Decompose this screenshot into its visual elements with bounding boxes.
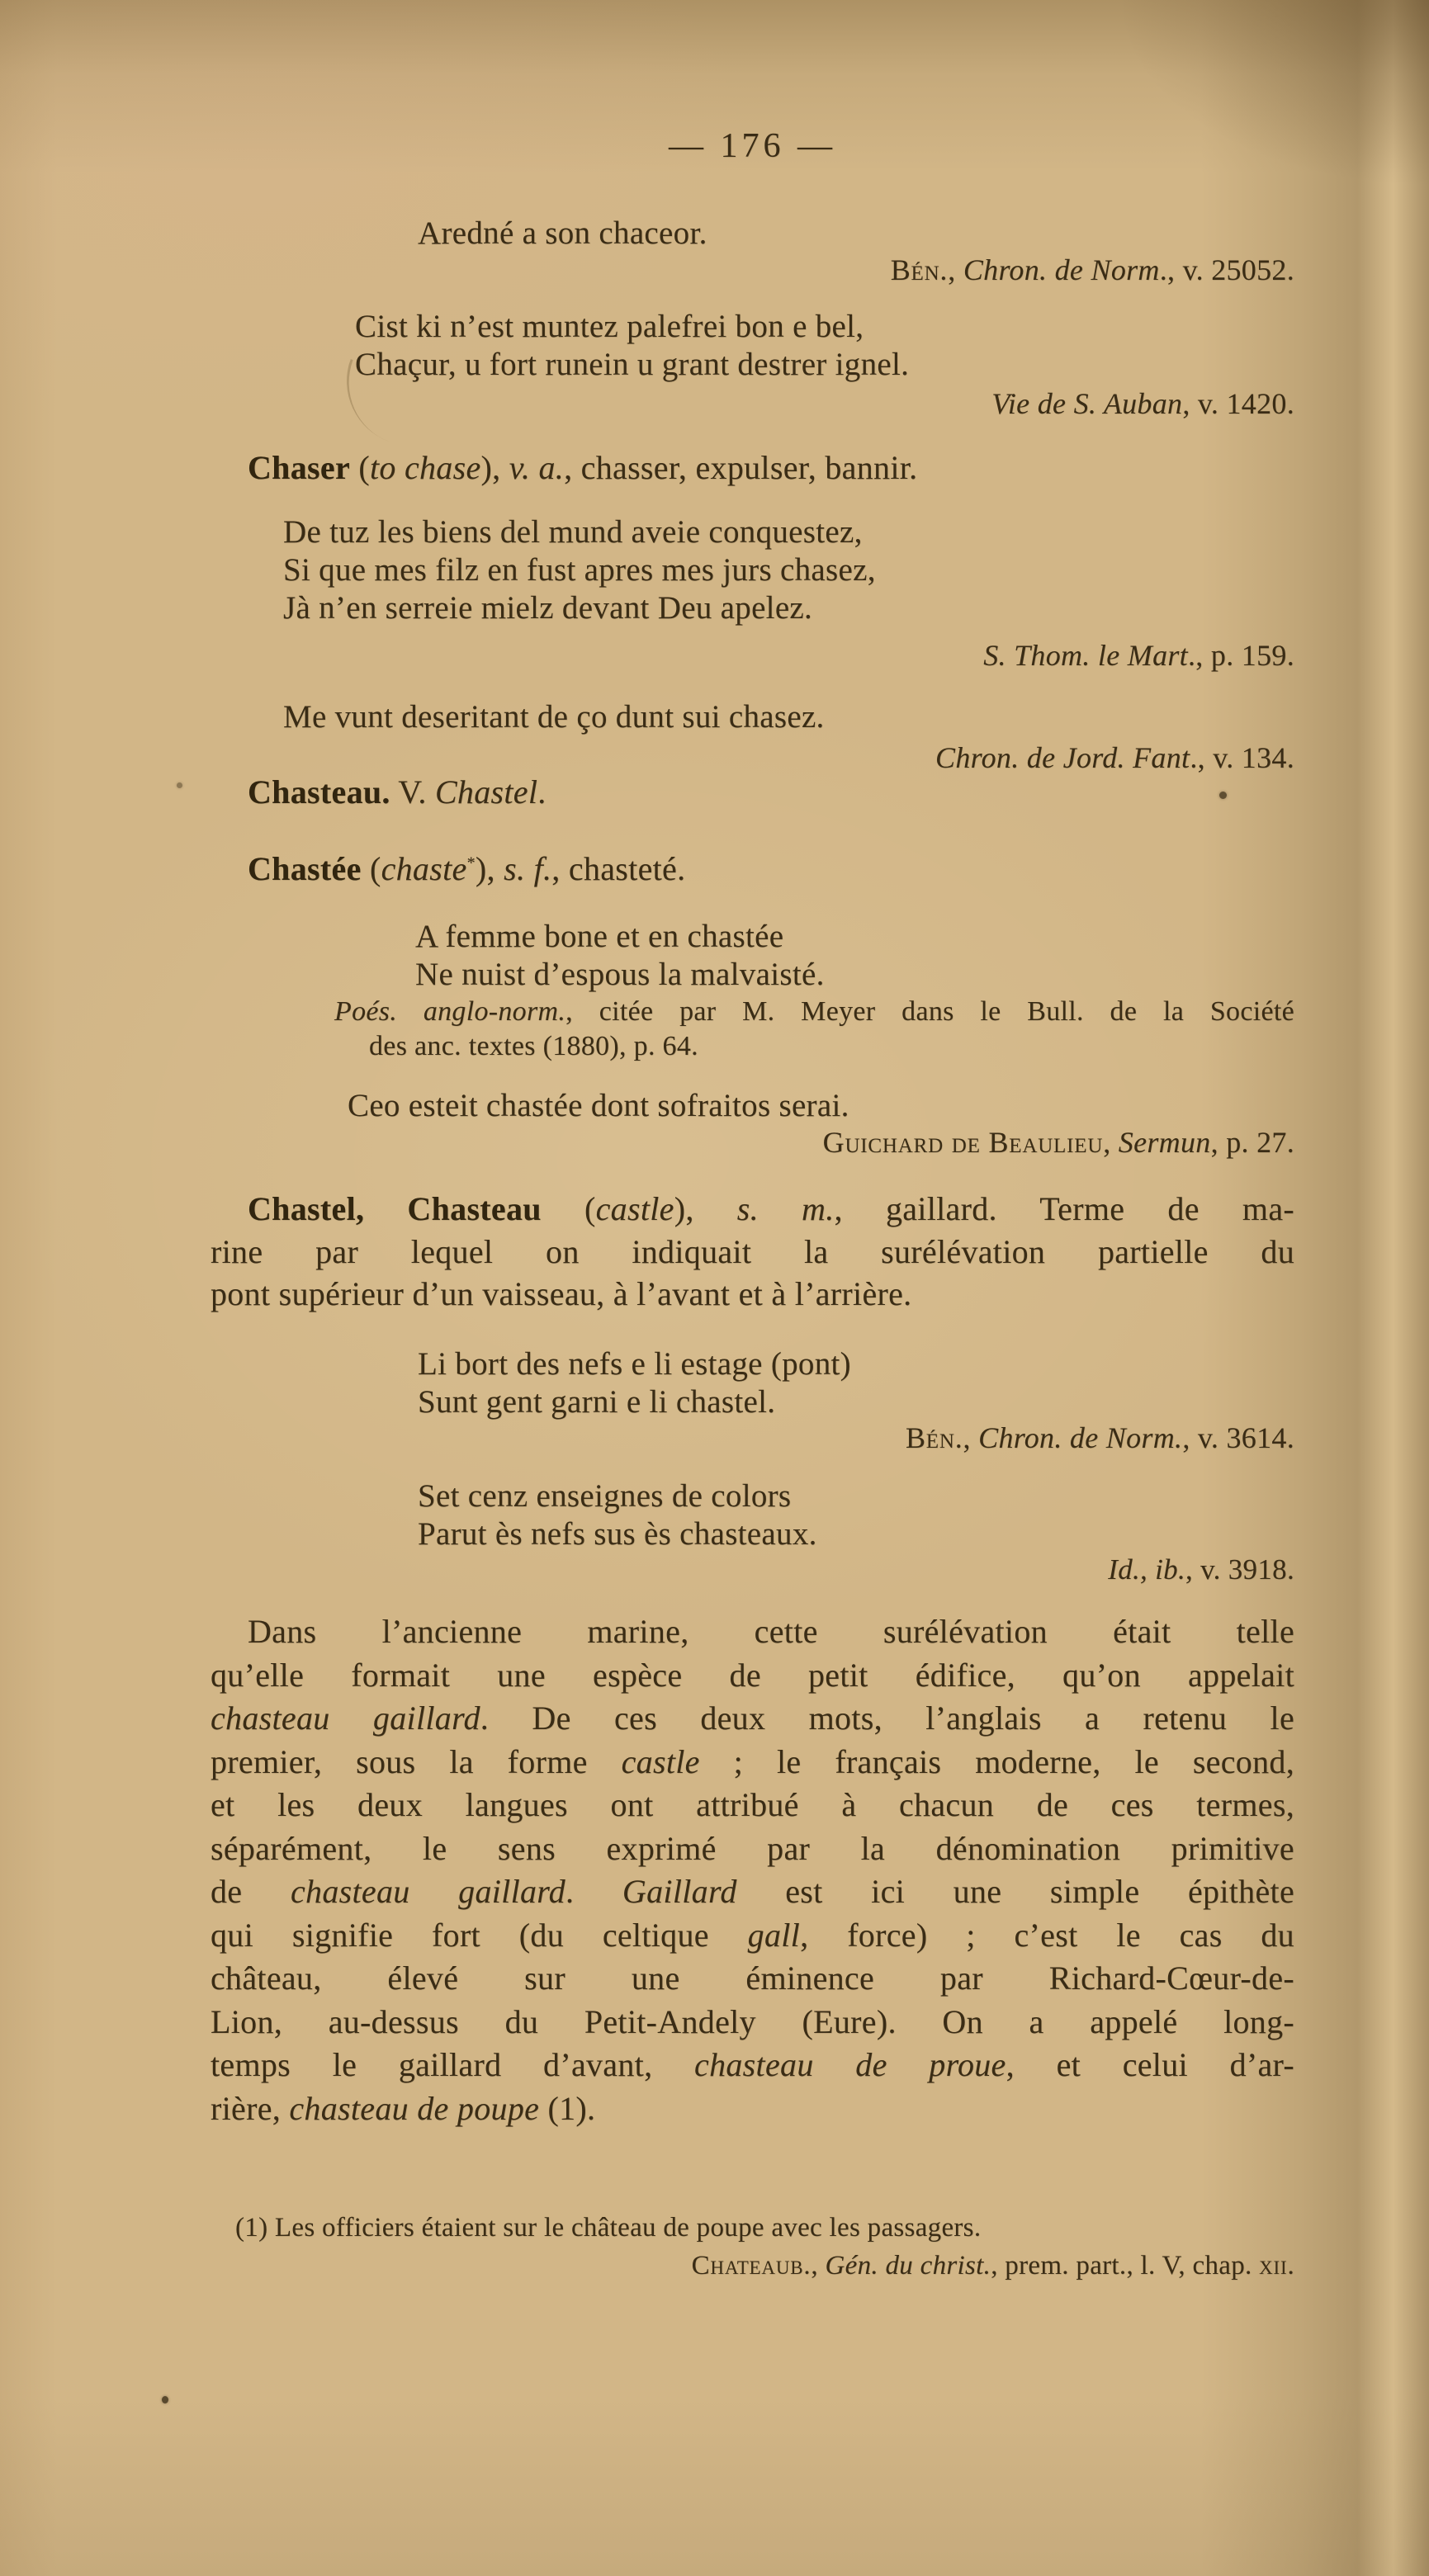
body-paragraph: [211, 1610, 1294, 2130]
paragraph-line: chasteau gaillard. De ces deux mots, l’anglais a retenu le: [211, 1699, 1294, 1737]
quote-set-cenz-enseignes: [418, 1477, 817, 1553]
quote-line: Jà n’en serreie mielz devant Deu apelez.: [283, 590, 813, 626]
ink-speck: [162, 2396, 168, 2403]
footnote-citation-chateaubriand: Chateaub., Gén. du christ., prem. part., l. V, chap. xii.: [691, 2251, 1294, 2281]
citation-id-ib-3918: Id., ib., v. 3918.: [1108, 1553, 1294, 1586]
quote-a-femme-bone: [415, 918, 825, 994]
paragraph-line: de chasteau gaillard. Gaillard est ici une simple épithète: [211, 1873, 1295, 1910]
citation-s-thom-le-mart: S. Thom. le Mart., p. 159.: [983, 639, 1294, 672]
entry-line: Chastel, Chasteau (castle), s. m., gaillard. Terme de ma-: [248, 1190, 1294, 1227]
paragraph-line: Lion, au-dessus du Petit-Andely (Eure). On a appelé long-: [211, 2002, 1294, 2040]
entry-chastee-headword: Chastée (chaste*), s. f., chasteté.: [248, 850, 686, 887]
quote-line: Li bort des nefs e li estage (pont): [418, 1346, 851, 1382]
citation-vie-de-s-auban: Vie de S. Auban, v. 1420.: [991, 387, 1294, 420]
paragraph-line: séparément, le sens exprimé par la dénomination primitive: [211, 1829, 1294, 1867]
citation-poes-anglo-norm-line1: Poés. anglo-norm., citée par M. Meyer dans le Bull. de la Société: [334, 996, 1294, 1027]
paragraph-line: Dans l’ancienne marine, cette surélévation était telle: [248, 1613, 1294, 1650]
quote-line: Sunt gent garni e li chastel.: [418, 1384, 776, 1420]
paragraph-line: temps le gaillard d’avant, chasteau de proue, et celui d’ar-: [211, 2046, 1294, 2083]
quote-line: Parut ès nefs sus ès chasteaux.: [418, 1516, 817, 1553]
quote-line: Ne nuist d’espous la malvaisté.: [415, 957, 825, 993]
quote-cist-ki: [355, 308, 909, 384]
citation-poes-anglo-norm-line2: des anc. textes (1880), p. 64.: [369, 1031, 698, 1061]
citation-chron-de-jord-fant: Chron. de Jord. Fant., v. 134.: [935, 741, 1294, 774]
quote-line: Cist ki n’est muntez palefrei bon e bel,: [355, 309, 864, 344]
quote-line: Set cenz enseignes de colors: [418, 1478, 792, 1514]
paragraph-line: qu’elle formait une espèce de petit édifice, qu’on appelait: [211, 1656, 1294, 1694]
quote-de-tuz-les-biens: [283, 513, 876, 627]
quote-aredne-line: Aredné a son chaceor.: [418, 215, 707, 251]
ink-speck: [177, 782, 182, 788]
quote-li-bort-des-nefs: [418, 1345, 851, 1421]
paragraph-line: et les deux langues ont attribué à chacun de ces termes,: [211, 1786, 1294, 1823]
quote-line: A femme bone et en chastée: [415, 919, 784, 954]
paragraph-line: qui signifie fort (du celtique gall, force) ; c’est le cas du: [211, 1916, 1294, 1954]
entry-line: pont supérieur d’un vaisseau, à l’avant et à l’arrière.: [211, 1275, 912, 1312]
quote-line: Chaçur, u fort runein u grant destrer ignel.: [355, 347, 910, 383]
paragraph-line: premier, sous la forme castle ; le français moderne, le second,: [211, 1742, 1294, 1780]
entry-chaser-headword: Chaser (to chase), v. a., chasser, expulser, bannir.: [248, 449, 918, 486]
citation-ben-chron-norm-3614: Bén., Chron. de Norm., v. 3614.: [905, 1421, 1294, 1454]
paragraph-line: château, élevé sur une éminence par Richard-Cœur-de-: [211, 1959, 1294, 1997]
stray-period-mark: [1219, 792, 1227, 799]
entry-line: rine par lequel on indiquait la surélévation partielle du: [211, 1232, 1294, 1270]
quote-ceo-esteit: Ceo esteit chastée dont sofraitos serai.: [348, 1088, 849, 1123]
entry-chasteau-headword: Chasteau. V. Chastel.: [248, 773, 547, 811]
quote-line: De tuz les biens del mund aveie conquestez,: [283, 514, 863, 550]
paragraph-line: rière, chasteau de poupe (1).: [211, 2089, 596, 2127]
page-number: — 176 —: [669, 127, 836, 165]
citation-guichard-de-beaulieu: Guichard de Beaulieu, Sermun, p. 27.: [822, 1126, 1294, 1159]
quote-me-vunt: Me vunt deseritant de ço dunt sui chasez.: [283, 699, 825, 735]
entry-chastel-paragraph: [211, 1188, 1294, 1316]
citation-ben-chron-norm-25052: Bén., Chron. de Norm., v. 25052.: [890, 253, 1294, 286]
quote-line: Si que mes filz en fust apres mes jurs chasez,: [283, 552, 876, 588]
footnote-text: (1) Les officiers étaient sur le château de poupe avec les passagers.: [235, 2213, 982, 2243]
